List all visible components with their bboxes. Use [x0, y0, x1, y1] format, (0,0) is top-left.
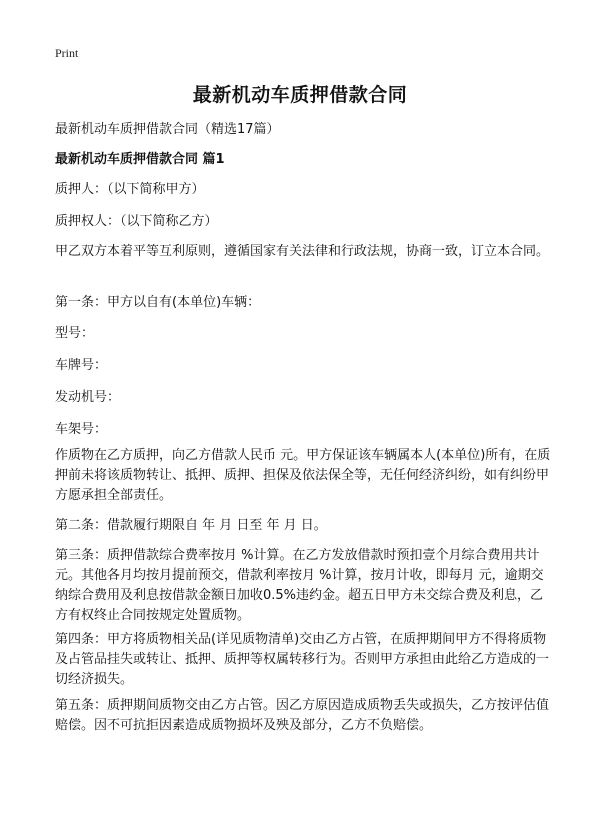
paragraph-pledgor: 质押人：（以下简称甲方）: [55, 182, 205, 197]
paragraph-model: 型号：: [55, 326, 95, 341]
paragraph-article-3: 第三条：质押借款综合费率按月 %计算。在乙方发放借款时预扣壹个月综合费用共计 元。其他各月均按月提前预交，借款利率按月 %计算，按月计收，即每月 元，逾期交纳综合费用及利息按借款金额日加收0.5%违约金。超五日甲方未交综合费及利息，乙方有权终止合同按规定处置质物。: [55, 548, 544, 623]
paragraph-pledgee: 质押权人：（以下简称乙方）: [55, 214, 218, 229]
section-heading: 最新机动车质押借款合同 篇1: [55, 152, 225, 167]
print-label: Print: [55, 46, 79, 60]
paragraph-article-2: 第二条：借款履行期限自 年 月 日至 年 月 日。: [55, 518, 327, 533]
document-title: 最新机动车质押借款合同: [192, 84, 408, 106]
document-subtitle: 最新机动车质押借款合同（精选17篇）: [55, 122, 280, 137]
paragraph-article-5: 第五条：质押期间质物交由乙方占管。因乙方原因造成质物丢失或损失，乙方按评估值赔偿。因不可抗拒因素造成质物损坏及殃及部分，乙方不负赔偿。: [55, 698, 550, 733]
paragraph-pledge-statement: 作质物在乙方质押，向乙方借款人民币 元。甲方保证该车辆属本人(本单位)所有，在质押前未将该质物转让、抵押、质押、担保及依法保全等，无任何经济纠纷，如有纠纷甲方愿承担全部责任。: [55, 448, 551, 503]
paragraph-frame-number: 车架号：: [55, 422, 108, 437]
paragraph-article-4: 第四条：甲方将质物相关品(详见质物清单)交由乙方占管，在质押期间甲方不得将质物及占管品挂失或转让、抵押、质押等权属转移行为。否则甲方承担由此给乙方造成的一切经济损失。: [55, 632, 550, 687]
paragraph-preamble: 甲乙双方本着平等互利原则，遵循国家有关法律和行政法规，协商一致，订立本合同。: [55, 244, 550, 259]
paragraph-plate-number: 车牌号：: [55, 358, 108, 373]
paragraph-article-1: 第一条：甲方以自有(本单位)车辆：: [55, 295, 261, 310]
paragraph-engine-number: 发动机号：: [55, 390, 121, 405]
